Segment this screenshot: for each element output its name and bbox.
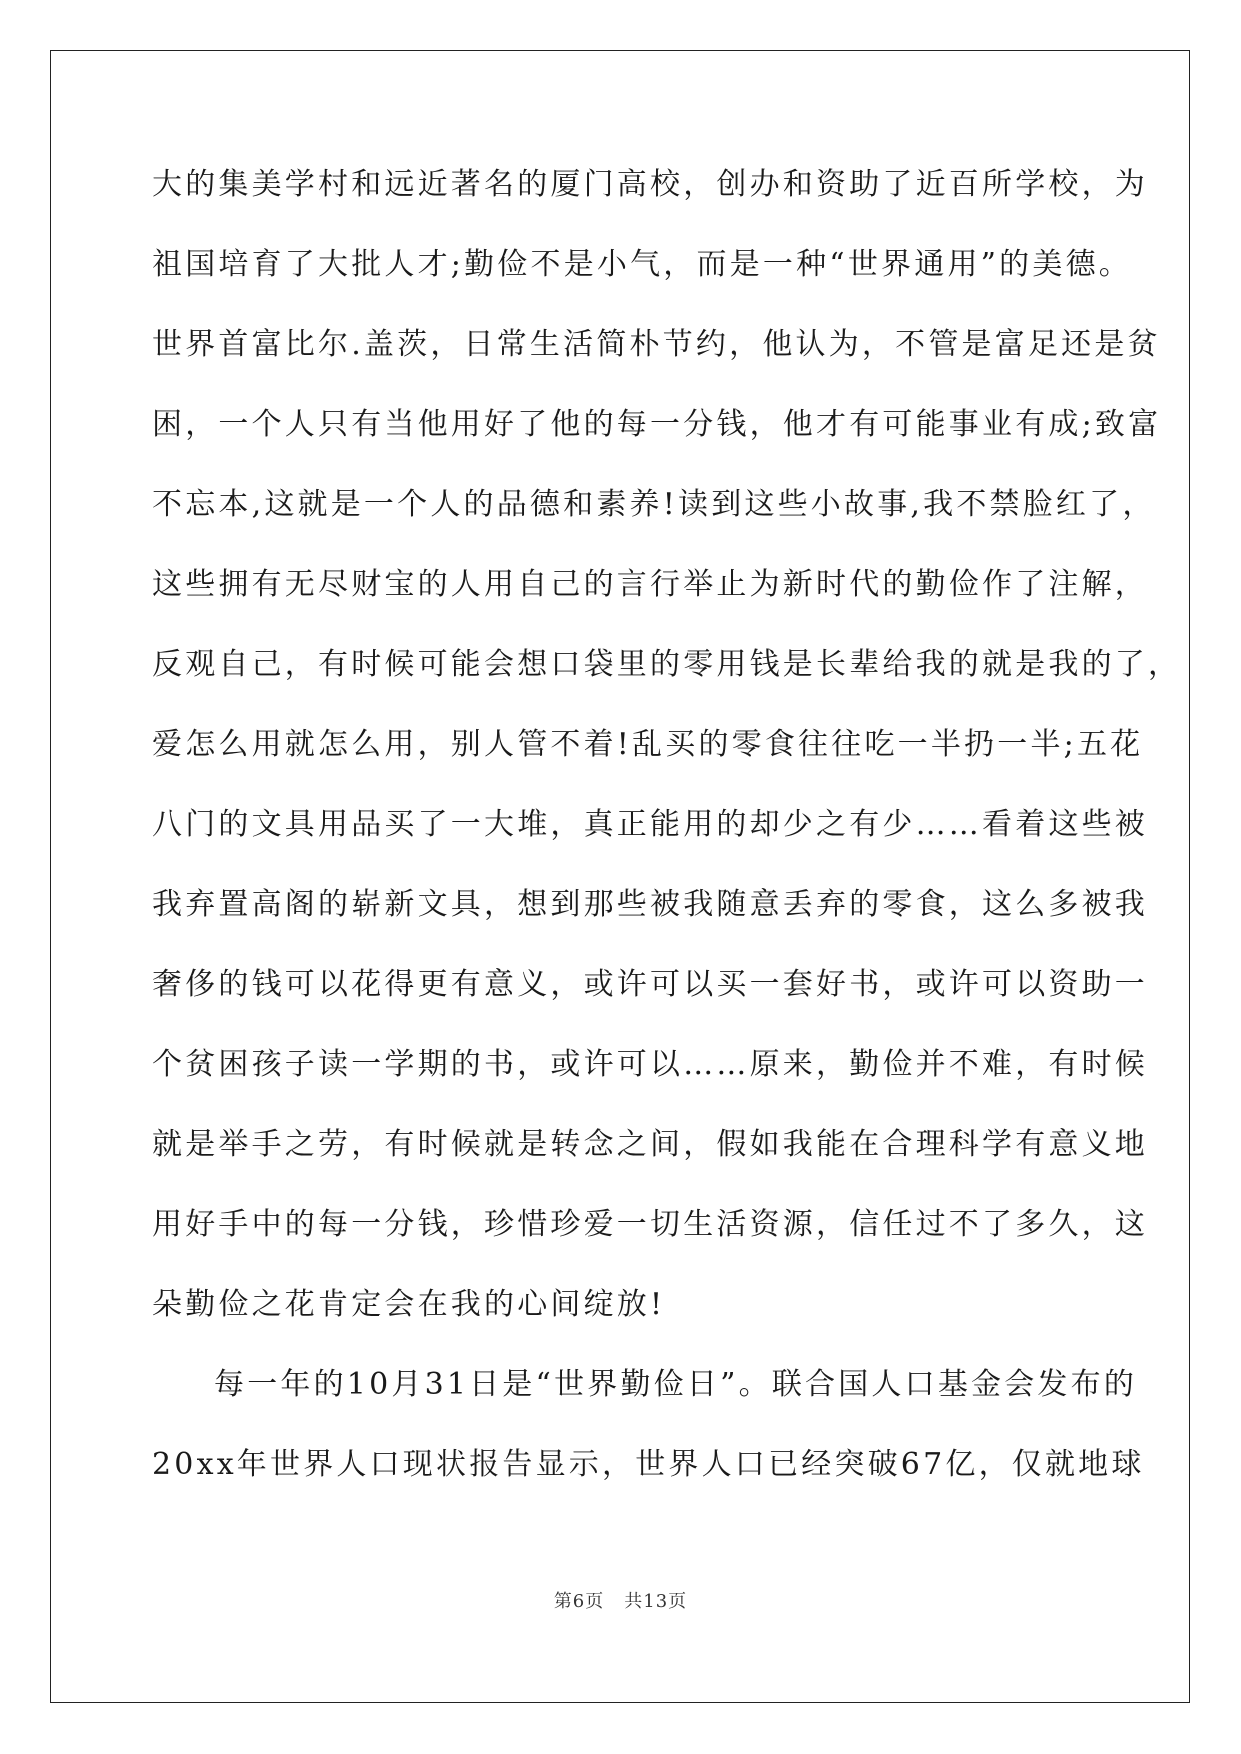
text-line xyxy=(152,485,1156,565)
text-line xyxy=(152,1445,1145,1525)
page-total: 共13页 xyxy=(624,1591,688,1612)
text-line xyxy=(152,325,1161,405)
text-line-content: 八门的文具用品买了一大堆，真正能用的却少之有少……看着这些被 xyxy=(152,807,1148,842)
text-line-content: 朵勤俭之花肯定会在我的心间绽放! xyxy=(152,1287,666,1322)
text-line-content: 奢侈的钱可以花得更有意义，或许可以买一套好书，或许可以资助一 xyxy=(152,967,1148,1002)
text-line-content: 就是举手之劳，有时候就是转念之间，假如我能在合理科学有意义地 xyxy=(152,1127,1148,1162)
text-line xyxy=(152,405,1162,485)
text-line-content: 这些拥有无尽财宝的人用自己的言行举止为新时代的勤俭作了注解， xyxy=(152,567,1148,602)
page-number: 第6页 xyxy=(553,1591,605,1612)
text-line xyxy=(152,965,1148,1045)
text-line-content: 反观自己，有时候可能会想口袋里的零用钱是长辈给我的就是我的了， xyxy=(152,647,1182,682)
text-line-content: 爱怎么用就怎么用，别人管不着!乱买的零食往往吃一半扔一半;五花 xyxy=(152,727,1144,762)
text-line-content: 不忘本,这就是一个人的品德和素养!读到这些小故事,我不禁脸红了， xyxy=(152,487,1156,522)
text-line xyxy=(152,165,1148,245)
text-line-content: 用好手中的每一分钱，珍惜珍爱一切生活资源，信任过不了多久，这 xyxy=(152,1207,1148,1242)
text-line xyxy=(152,1205,1148,1285)
text-line xyxy=(152,645,1182,725)
text-line-content: 我弃置高阁的崭新文具，想到那些被我随意丢弃的零食，这么多被我 xyxy=(152,887,1148,922)
text-line xyxy=(152,1125,1148,1205)
document-body xyxy=(152,165,1182,1525)
text-line-content: 大的集美学村和远近著名的厦门高校，创办和资助了近百所学校，为 xyxy=(152,167,1148,202)
text-line-content: 困，一个人只有当他用好了他的每一分钱，他才有可能事业有成;致富 xyxy=(152,407,1162,442)
text-line-paragraph-start xyxy=(152,1365,1138,1445)
text-line xyxy=(152,725,1144,805)
text-line xyxy=(152,565,1148,645)
text-line xyxy=(152,245,1132,325)
text-line-content: 世界首富比尔.盖茨，日常生活简朴节约，他认为，不管是富足还是贫 xyxy=(152,327,1161,362)
text-line xyxy=(152,885,1148,965)
text-line-content: 每一年的10月31日是“世界勤俭日”。联合国人口基金会发布的 xyxy=(214,1367,1138,1402)
page-footer xyxy=(0,1587,1241,1613)
text-line-paragraph-end xyxy=(152,1285,1092,1365)
text-line-content: 祖国培育了大批人才;勤俭不是小气，而是一种“世界通用”的美德。 xyxy=(152,247,1132,282)
text-line xyxy=(152,1045,1148,1125)
text-line xyxy=(152,805,1148,885)
text-line-content: 个贫困孩子读一学期的书，或许可以……原来，勤俭并不难，有时候 xyxy=(152,1047,1148,1082)
text-line-content: 20xx年世界人口现状报告显示，世界人口已经突破67亿，仅就地球 xyxy=(152,1447,1145,1482)
